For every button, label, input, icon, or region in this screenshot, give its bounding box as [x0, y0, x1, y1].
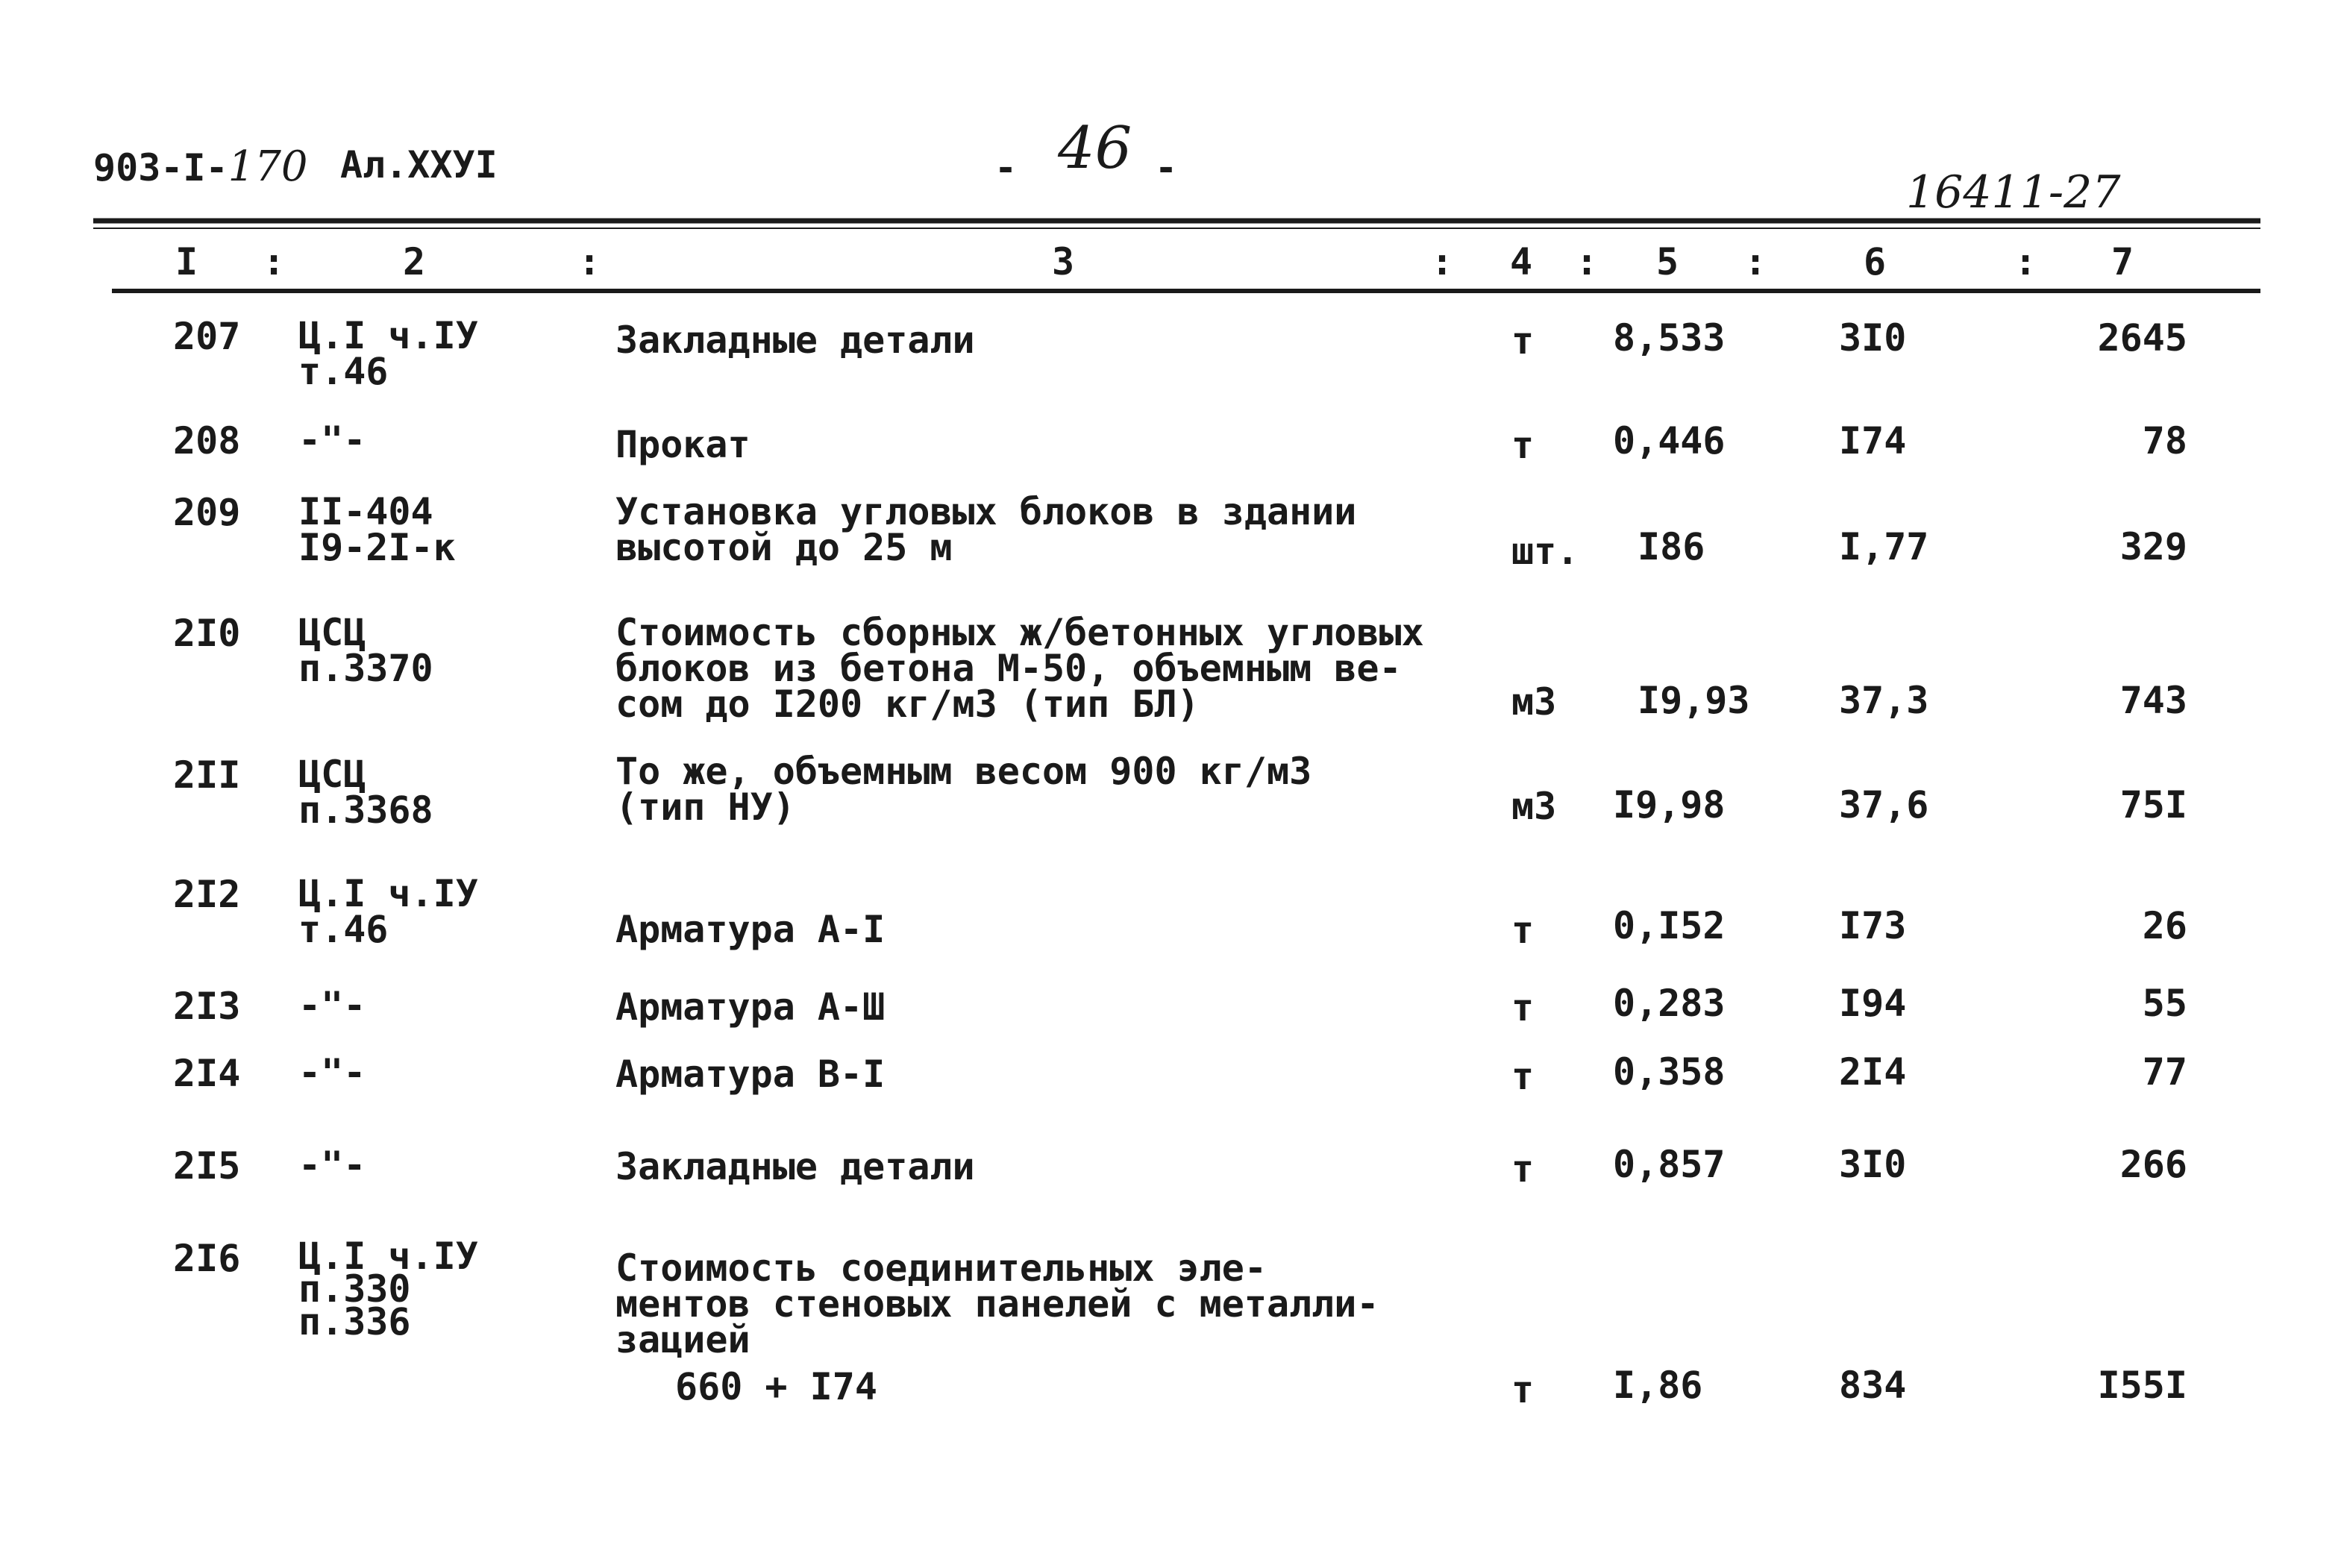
row-description: Арматура А-Ш	[615, 985, 886, 1029]
row-number: 2I0	[173, 612, 241, 655]
row-number: 2I2	[173, 873, 241, 916]
row-description: Прокат	[615, 423, 750, 466]
row-quantity: 8,533	[1613, 316, 1726, 360]
row-price: 3I0	[1839, 316, 1907, 360]
column-header-4: 4	[1510, 240, 1533, 283]
row-price: I74	[1839, 419, 1907, 462]
column-separator: :	[1431, 240, 1454, 283]
column-separator: :	[1744, 240, 1767, 283]
row-unit: т	[1511, 319, 1535, 363]
row-reference: ЦСЦ п.3370	[298, 611, 433, 690]
row-description: Арматура А-I	[615, 908, 886, 951]
row-reference: Ц.I ч.IУ т.46	[298, 314, 478, 393]
row-quantity: I,86	[1613, 1364, 1703, 1407]
page-dash-left: -	[994, 146, 1018, 189]
row-unit: т	[1511, 424, 1535, 467]
row-reference: -"-	[298, 1051, 366, 1094]
row-reference: -"-	[298, 1144, 366, 1187]
row-quantity: I86	[1638, 525, 1705, 568]
row-number: 208	[173, 419, 241, 462]
row-total: I55I	[2097, 1364, 2187, 1407]
album-number: Ал.XXУI	[340, 143, 498, 186]
row-unit: т	[1511, 986, 1535, 1029]
inventory-number: 16411-27	[1906, 166, 2121, 219]
row-quantity: 0,283	[1613, 982, 1726, 1025]
column-header-3: 3	[1052, 240, 1075, 283]
row-quantity: I9,93	[1638, 679, 1750, 722]
column-header-2: 2	[403, 240, 426, 283]
row-total: 329	[2119, 525, 2187, 568]
row-total: 26	[2142, 904, 2187, 947]
column-header-5: 5	[1656, 240, 1679, 283]
row-total: 75I	[2119, 783, 2187, 827]
page-number: 46	[1058, 115, 1132, 182]
row-reference: Ц.I ч.IУ т.46	[298, 872, 478, 951]
row-quantity: 0,857	[1613, 1143, 1726, 1186]
row-total: 2645	[2097, 316, 2187, 360]
row-reference: -"-	[298, 984, 366, 1027]
row-description: Арматура В-I	[615, 1053, 886, 1096]
row-unit: м3	[1511, 680, 1557, 724]
row-description: Стоимость сборных ж/бетонных угловых блоков из бетона М-50, объемным ве- сом до I200 кг/м3 (тип БЛ)	[615, 611, 1424, 726]
column-header-1: I	[175, 240, 198, 283]
row-reference: ЦСЦ п.3368	[298, 753, 433, 832]
row-price: 3I0	[1839, 1143, 1907, 1186]
row-formula: 660 + I74	[675, 1365, 877, 1408]
row-quantity: 0,I52	[1613, 904, 1726, 947]
row-number: 2I5	[173, 1144, 241, 1188]
page-dash-right: -	[1155, 146, 1178, 189]
row-quantity: I9,98	[1613, 783, 1726, 827]
row-price: I73	[1839, 904, 1907, 947]
row-price: I,77	[1839, 525, 1929, 568]
row-reference: II-404 I9-2I-к	[298, 490, 456, 569]
row-reference: -"-	[298, 418, 366, 462]
row-number: 2II	[173, 753, 241, 797]
document-code: 903-I-170	[93, 142, 308, 191]
row-unit: м3	[1511, 785, 1557, 828]
row-price: 37,3	[1839, 679, 1929, 722]
row-description: Стоимость соединительных эле- ментов стеновых панелей с металли- зацией	[615, 1246, 1379, 1361]
row-unit: т	[1511, 1055, 1535, 1098]
row-number: 2I3	[173, 985, 241, 1028]
document-code-handwritten: 170	[228, 142, 308, 191]
row-price: 2I4	[1839, 1050, 1907, 1094]
column-separator: :	[263, 240, 286, 283]
row-total: 55	[2142, 982, 2187, 1025]
row-quantity: 0,358	[1613, 1050, 1726, 1094]
row-description: Установка угловых блоков в здании высотой до 25 м	[615, 490, 1357, 569]
row-description: То же, объемным весом 900 кг/м3 (тип НУ)	[615, 750, 1312, 829]
row-number: 2I4	[173, 1052, 241, 1095]
row-quantity: 0,446	[1613, 419, 1726, 462]
row-unit: т	[1511, 909, 1535, 952]
row-number: 2I6	[173, 1237, 241, 1280]
column-separator: :	[2014, 240, 2037, 283]
row-unit: шт.	[1511, 530, 1579, 573]
row-description: Закладные детали	[615, 319, 975, 362]
row-total: 743	[2119, 679, 2187, 722]
column-separator: :	[578, 240, 601, 283]
column-separator: :	[1576, 240, 1599, 283]
column-header-7: 7	[2111, 240, 2134, 283]
row-number: 207	[173, 315, 241, 358]
row-total: 266	[2119, 1143, 2187, 1186]
row-total: 78	[2142, 419, 2187, 462]
row-unit: т	[1511, 1368, 1535, 1411]
row-price: 834	[1839, 1364, 1907, 1407]
row-number: 209	[173, 491, 241, 534]
row-reference: Ц.I ч.IУ п.330 п.336	[298, 1235, 478, 1343]
row-price: I94	[1839, 982, 1907, 1025]
row-unit: т	[1511, 1147, 1535, 1191]
column-header-6: 6	[1864, 240, 1887, 283]
row-description: Закладные детали	[615, 1145, 975, 1188]
row-price: 37,6	[1839, 783, 1929, 827]
row-total: 77	[2142, 1050, 2187, 1094]
